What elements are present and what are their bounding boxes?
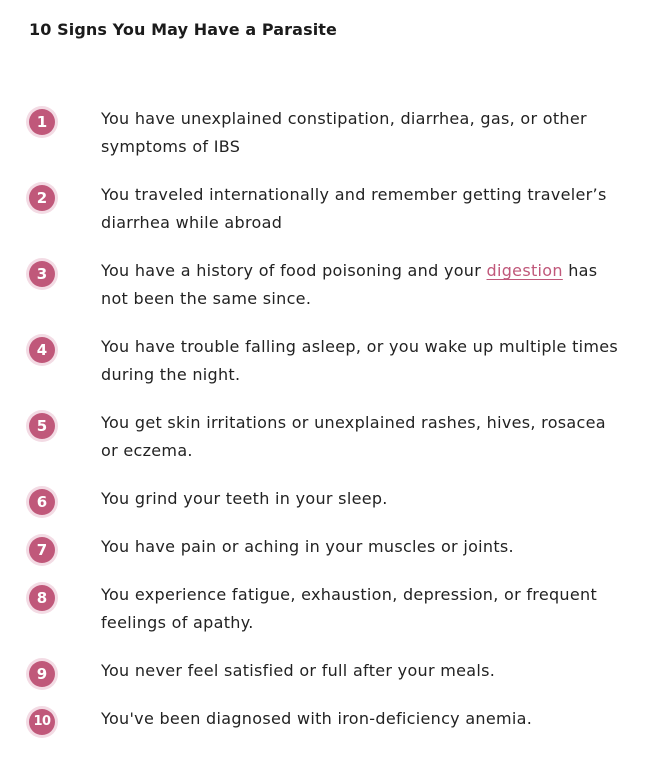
number-badge: 2 [29, 185, 55, 211]
number-badge: 10 [29, 709, 55, 735]
list-item-text [101, 257, 621, 313]
list-item-text: You have pain or aching in your muscles or joints. [101, 537, 514, 556]
number-badge: 3 [29, 261, 55, 287]
number-badge: 9 [29, 661, 55, 687]
number-badge: 7 [29, 537, 55, 563]
number-badge: 5 [29, 413, 55, 439]
list-item-text: You traveled internationally and remember getting traveler’s diarrhea while abroad [101, 185, 607, 232]
list-item-text: You have trouble falling asleep, or you wake up multiple times during the night. [101, 337, 619, 384]
number-badge: 4 [29, 337, 55, 363]
list-item-text: You never feel satisfied or full after your meals. [101, 661, 496, 680]
number-badge: 1 [29, 109, 55, 135]
list-item-text: You've been diagnosed with iron-deficiency anemia. [101, 709, 533, 728]
list-item-text: You experience fatigue, exhaustion, depression, or frequent feelings of apathy. [101, 585, 598, 632]
digestion-link[interactable]: digestion [486, 261, 563, 280]
list-item-text: You grind your teeth in your sleep. [101, 489, 388, 508]
page-title: 10 Signs You May Have a Parasite [29, 20, 337, 39]
list-item-text-before: You have a history of food poisoning and your [101, 261, 487, 280]
number-badge: 8 [29, 585, 55, 611]
list-item-text: You get skin irritations or unexplained rashes, hives, rosacea or eczema. [101, 413, 606, 460]
list-item-text-after: has not been the same since. [101, 261, 598, 308]
list-item-text: You have unexplained constipation, diarrhea, gas, or other symptoms of IBS [101, 109, 587, 156]
number-badge: 6 [29, 489, 55, 515]
